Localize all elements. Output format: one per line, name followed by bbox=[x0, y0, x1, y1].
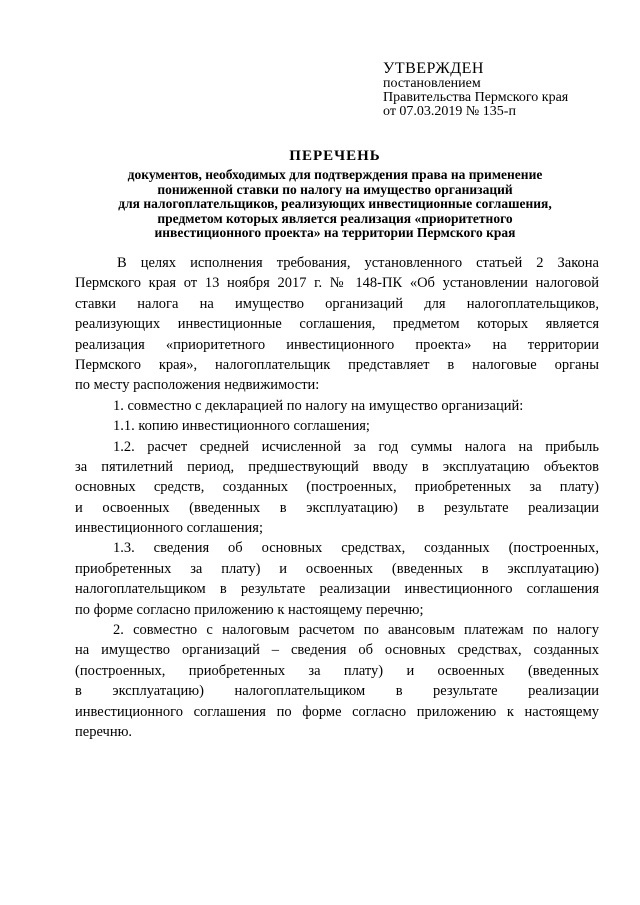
body-line: по форме согласно приложению к настоящему перечню; bbox=[75, 601, 424, 618]
approval-line: постановлением bbox=[383, 76, 481, 91]
body-line: перечню. bbox=[75, 723, 133, 740]
subtitle-line: инвестиционного проекта» на территории Пермского края bbox=[154, 225, 516, 240]
body-line: основных средств, созданных (построенных, приобретенных за плату) bbox=[75, 479, 599, 496]
approval-line: Правительства Пермского края bbox=[383, 90, 569, 105]
document-subtitle bbox=[70, 168, 600, 241]
list-item-2: 2. совместно с налоговым расчетом по авансовым платежам по налогу bbox=[113, 622, 599, 639]
subtitle-line: предметом которых является реализация «приоритетного bbox=[157, 210, 513, 226]
list-item-1-1: 1.1. копию инвестиционного соглашения; bbox=[113, 418, 370, 435]
list-item-1: 1. совместно с декларацией по налогу на имущество организаций: bbox=[113, 397, 524, 414]
body-line: ставки налога на имущество организаций для налогоплательщиков, bbox=[75, 295, 599, 312]
approval-line: от 07.03.2019 № 135-п bbox=[383, 104, 516, 119]
body-line: за пятилетний период, предшествующий вводу в эксплуатацию объектов bbox=[75, 458, 599, 475]
document-title: ПЕРЕЧЕНЬ bbox=[289, 148, 381, 164]
subtitle-line: документов, необходимых для подтверждения права на применение bbox=[127, 167, 543, 182]
body-line: в эксплуатацию) налогоплательщиком в результате реализации bbox=[75, 683, 599, 700]
approval-stamp bbox=[383, 60, 628, 119]
body-line: Пермского края», налогоплательщик представляет в налоговые органы bbox=[75, 356, 599, 373]
body-line: приобретенных за плату) и освоенных (введенных в эксплуатацию) bbox=[75, 560, 599, 577]
body-line: инвестиционного соглашения; bbox=[75, 520, 263, 537]
body-line: реализующих инвестиционные соглашения, предметом которых является bbox=[75, 316, 599, 333]
body-line: реализация «приоритетного инвестиционного проекта» на территории bbox=[75, 336, 599, 353]
body-line: по месту расположения недвижимости: bbox=[75, 377, 320, 394]
subtitle-line: для налогоплательщиков, реализующих инвестиционные соглашения, bbox=[118, 196, 552, 211]
document-body bbox=[75, 253, 599, 742]
body-line: (построенных, приобретенных за плату) и освоенных (введенных bbox=[75, 662, 599, 679]
subtitle-line: пониженной ставки по налогу на имущество организаций bbox=[157, 181, 513, 197]
approval-heading: УТВЕРЖДЕН bbox=[383, 60, 484, 77]
body-line: В целях исполнения требования, установленного статьей 2 Закона bbox=[117, 255, 599, 271]
body-line: Пермского края от 13 ноября 2017 г. № 148-ПК «Об установлении налоговой bbox=[75, 275, 599, 292]
list-item-1-2: 1.2. расчет средней исчисленной за год суммы налога на прибыль bbox=[113, 438, 599, 455]
body-line: на имущество организаций – сведения об основных средствах, созданных bbox=[75, 642, 599, 659]
list-item-1-3: 1.3. сведения об основных средствах, созданных (построенных, bbox=[113, 540, 599, 557]
body-line: и освоенных (введенных в эксплуатацию) в результате реализации bbox=[75, 499, 599, 516]
body-line: инвестиционного соглашения по форме согласно приложению к настоящему bbox=[75, 703, 599, 720]
body-line: налогоплательщиком в результате реализации инвестиционного соглашения bbox=[75, 581, 599, 598]
